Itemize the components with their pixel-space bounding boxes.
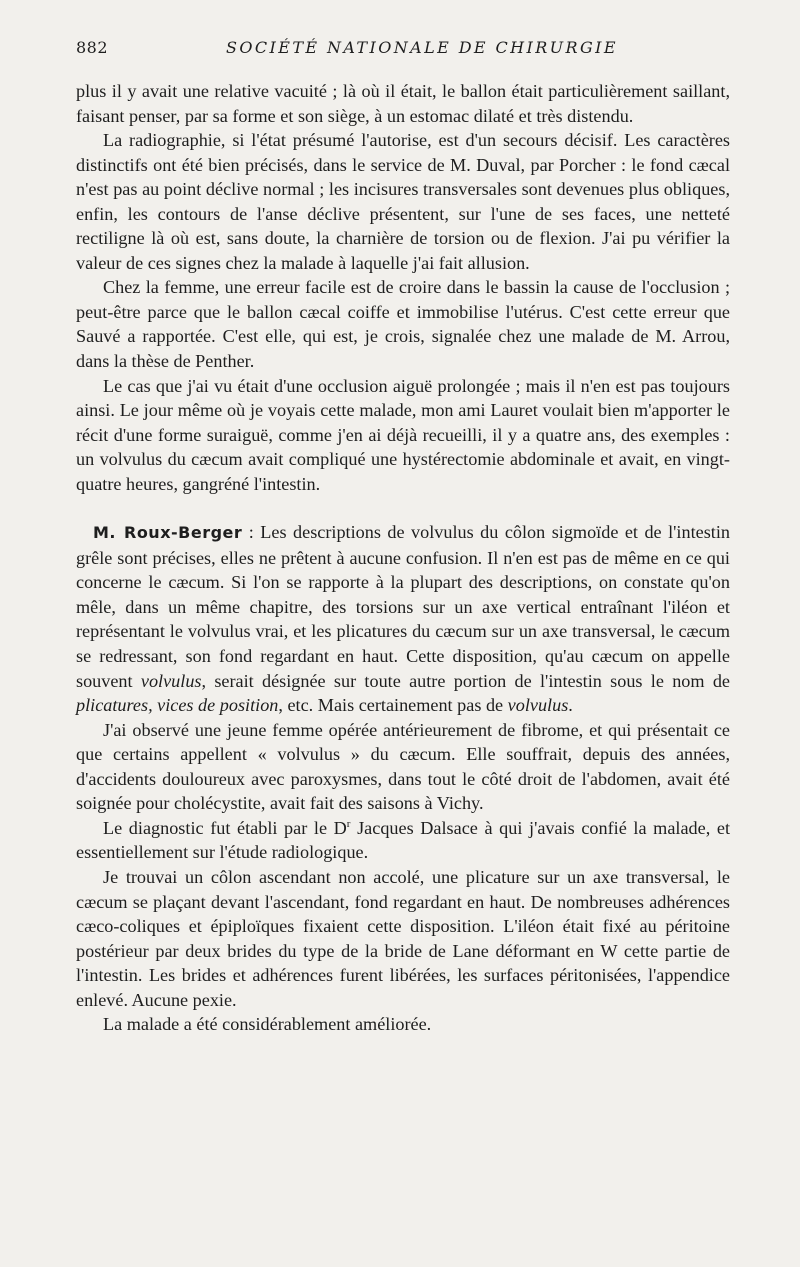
text-run: , etc. Mais certainement pas de [278,695,508,716]
italic-term: volvulus [507,695,569,716]
discussion-paragraph [76,520,730,717]
paragraph: Je trouvai un côlon ascendant non accolé, une plicature sur un axe transversal, le cæcum se plaçant devant l'ascendant, fond regardant en haut. De nombreuses adhérences cæco-coliques et épiploïques fixaient cette disposition. L'iléon était fixé au péritoine postérieur par deux brides du type de la bride de Lane déformant en W cette partie de l'intestin. Les brides et adhérences furent libérées, les surfaces péritonisées, l'appendice enlevé. Aucune pexie. [76,866,730,1010]
page-header [76,38,730,60]
text-run: , serait désignée sur toute autre portion de l'intestin sous le nom de [201,670,730,691]
page-number: 882 [76,38,109,57]
paragraph: Chez la femme, une erreur facile est de croire dans le bassin la cause de l'occlusion ; peut-être parce que le ballon cæcal coiffe et immobilise l'utérus. C'est cette erreur que Sauvé a rapportée. C'est elle, qui est, je crois, signalée chez une malade de M. Arrou, dans la thèse de Penther. [76,277,730,372]
paragraph: J'ai observé une jeune femme opérée antérieurement de fibrome, et qui présentait ce que certains appellent « volvulus » du cæcum. Elle souffrait, depuis des années, d'accidents douloureux avec paroxysmes, dans tout le côté droit de l'abdomen, avait été soignée pour cholécystite, avait fait des saisons à Vichy. [76,719,730,814]
text-run: Le diagnostic fut établi par le D [103,817,347,838]
body-text [76,79,730,1037]
running-title: SOCIÉTÉ NATIONALE DE CHIRURGIE [226,38,618,57]
superscript: r [346,817,351,830]
speaker-name: M. Roux-Berger [93,523,243,543]
paragraph: plus il y avait une relative vacuité ; là où il était, le ballon était particulièrement saillant, faisant penser, par sa forme et son siège, à un estomac dilaté et très distendu. [76,81,730,126]
text-run: : Les descriptions de volvulus du côlon sigmoïde et de l'intestin grêle sont précises, elles ne prêtent à aucune confusion. Il n'en est pas de même en ce qui concerne le cæcum. Si l'on se rapporte à la plupart des descriptions, on constate qu'on mêle, dans un même chapitre, des torsions sur un axe vertical entraînant l'iléon et représentant le volvulus vrai, et les plicatures du cæcum sur un axe transversal, le cæcum se redressant, son fond regardant en haut. Cette disposition, qu'au cæcum on appelle souvent [76,522,730,691]
paragraph: La radiographie, si l'état présumé l'autorise, est d'un secours décisif. Les caractères distinctifs ont été bien précisés, dans le service de M. Duval, par Porcher : le fond cæcal n'est pas au point déclive normal ; les incisures transversales sont devenues plus obliques, enfin, les contours de l'anse déclive présentent, sur l'une de ses faces, une netteté rectiligne là où est, sans doute, la charnière de torsion ou de flexion. J'ai pu vérifier la valeur de ces signes chez la malade à laquelle j'ai fait allusion. [76,130,730,273]
text-run: Jacques Dalsace à qui j'avais confié la malade, et essentiellement sur l'étude radiologique. [76,817,730,863]
paragraph [76,816,730,865]
italic-term: plicatures, vices de position [76,695,279,716]
italic-term: volvulus [140,670,202,691]
paragraph: Le cas que j'ai vu était d'une occlusion aiguë prolongée ; mais il n'en est pas toujours ainsi. Le jour même où je voyais cette malade, mon ami Lauret voulait bien m'apporter le récit d'une forme suraiguë, comme j'en ai déjà recueilli, il y a quatre ans, des exemples : un volvulus du cæcum avait compliqué une hystérectomie abdominale et avait, en vingt-quatre heures, gangréné l'intestin. [76,375,730,494]
text-run: . [568,695,573,716]
paragraph: La malade a été considérablement améliorée. [103,1014,432,1035]
